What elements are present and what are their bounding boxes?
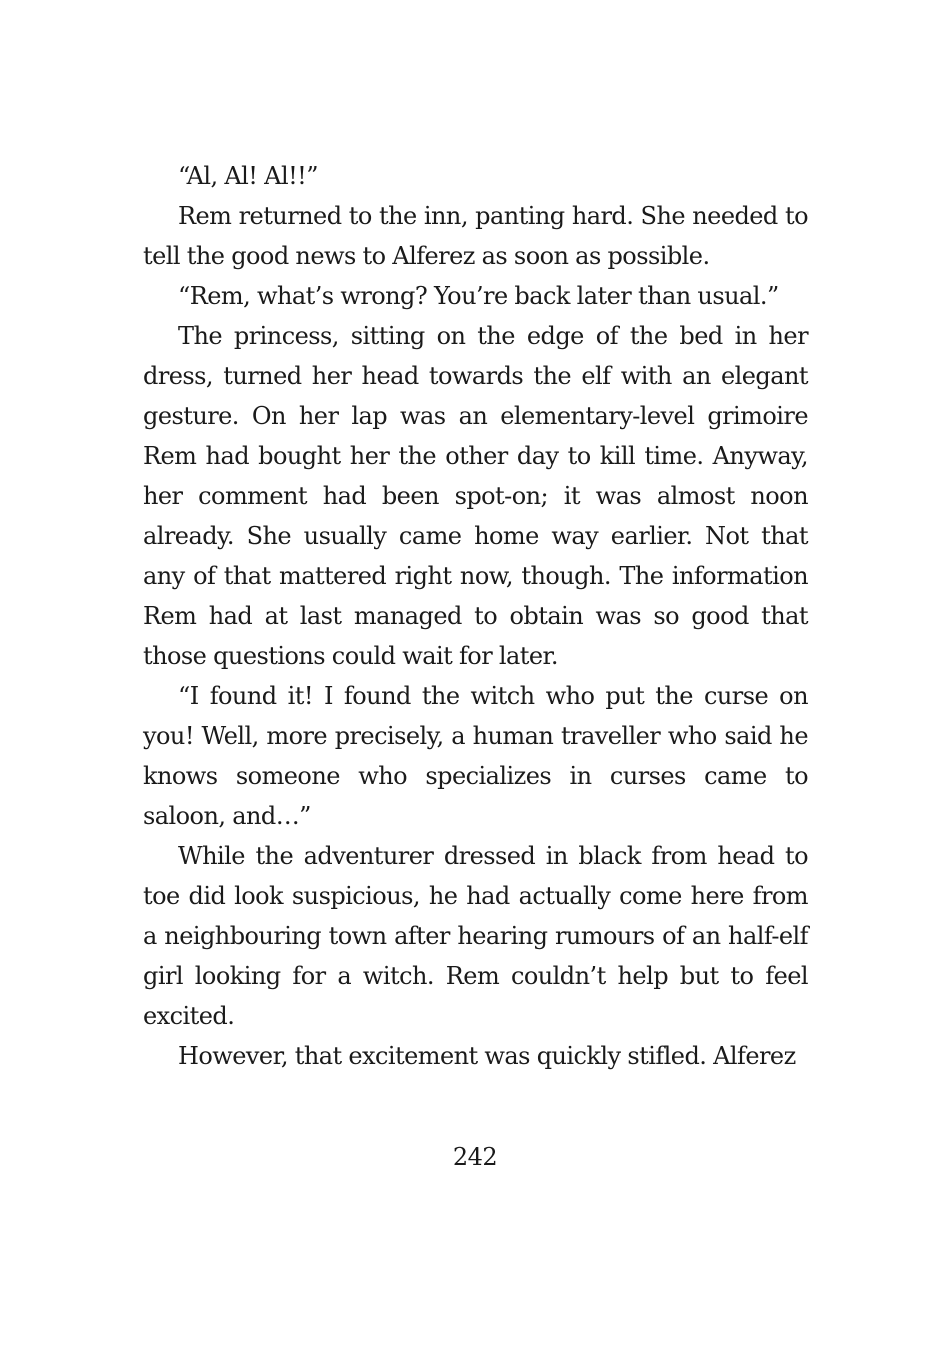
paragraph-4: The princess, sitting on the edge of the bed in her dress, turned her head towards the elf with an elegant gesture. On her lap was an elementary-level grimoire Rem had bought her the other day to kill time. Anyway, her comment had been spot-on; it was almost noon already. She usually came home way earlier. Not that any of that mattered right now, though. The information Rem had at last managed to obtain was so good that those questions could wait for later.: [143, 322, 808, 670]
paragraph-7: However, that excitement was quickly stifled. Alferez: [178, 1042, 796, 1070]
paragraph-5: “I found it! I found the witch who put the curse on you! Well, more precisely, a human traveller who said he knows someone who specializes in curses came to saloon, and…”: [143, 682, 808, 830]
page-number: 242: [452, 1143, 498, 1171]
paragraph-1: “Al, Al! Al!!”: [178, 162, 318, 190]
paragraph-3: “Rem, what’s wrong? You’re back later than usual.”: [178, 282, 779, 310]
paragraph-2: Rem returned to the inn, panting hard. She needed to tell the good news to Alferez as soon as possible.: [143, 202, 808, 270]
page-body: [143, 156, 808, 1076]
paragraph-6: While the adventurer dressed in black from head to toe did look suspicious, he had actually come here from a neighbouring town after hearing rumours of an half-elf girl looking for a witch. Rem couldn’t help but to feel excited.: [143, 842, 808, 1030]
